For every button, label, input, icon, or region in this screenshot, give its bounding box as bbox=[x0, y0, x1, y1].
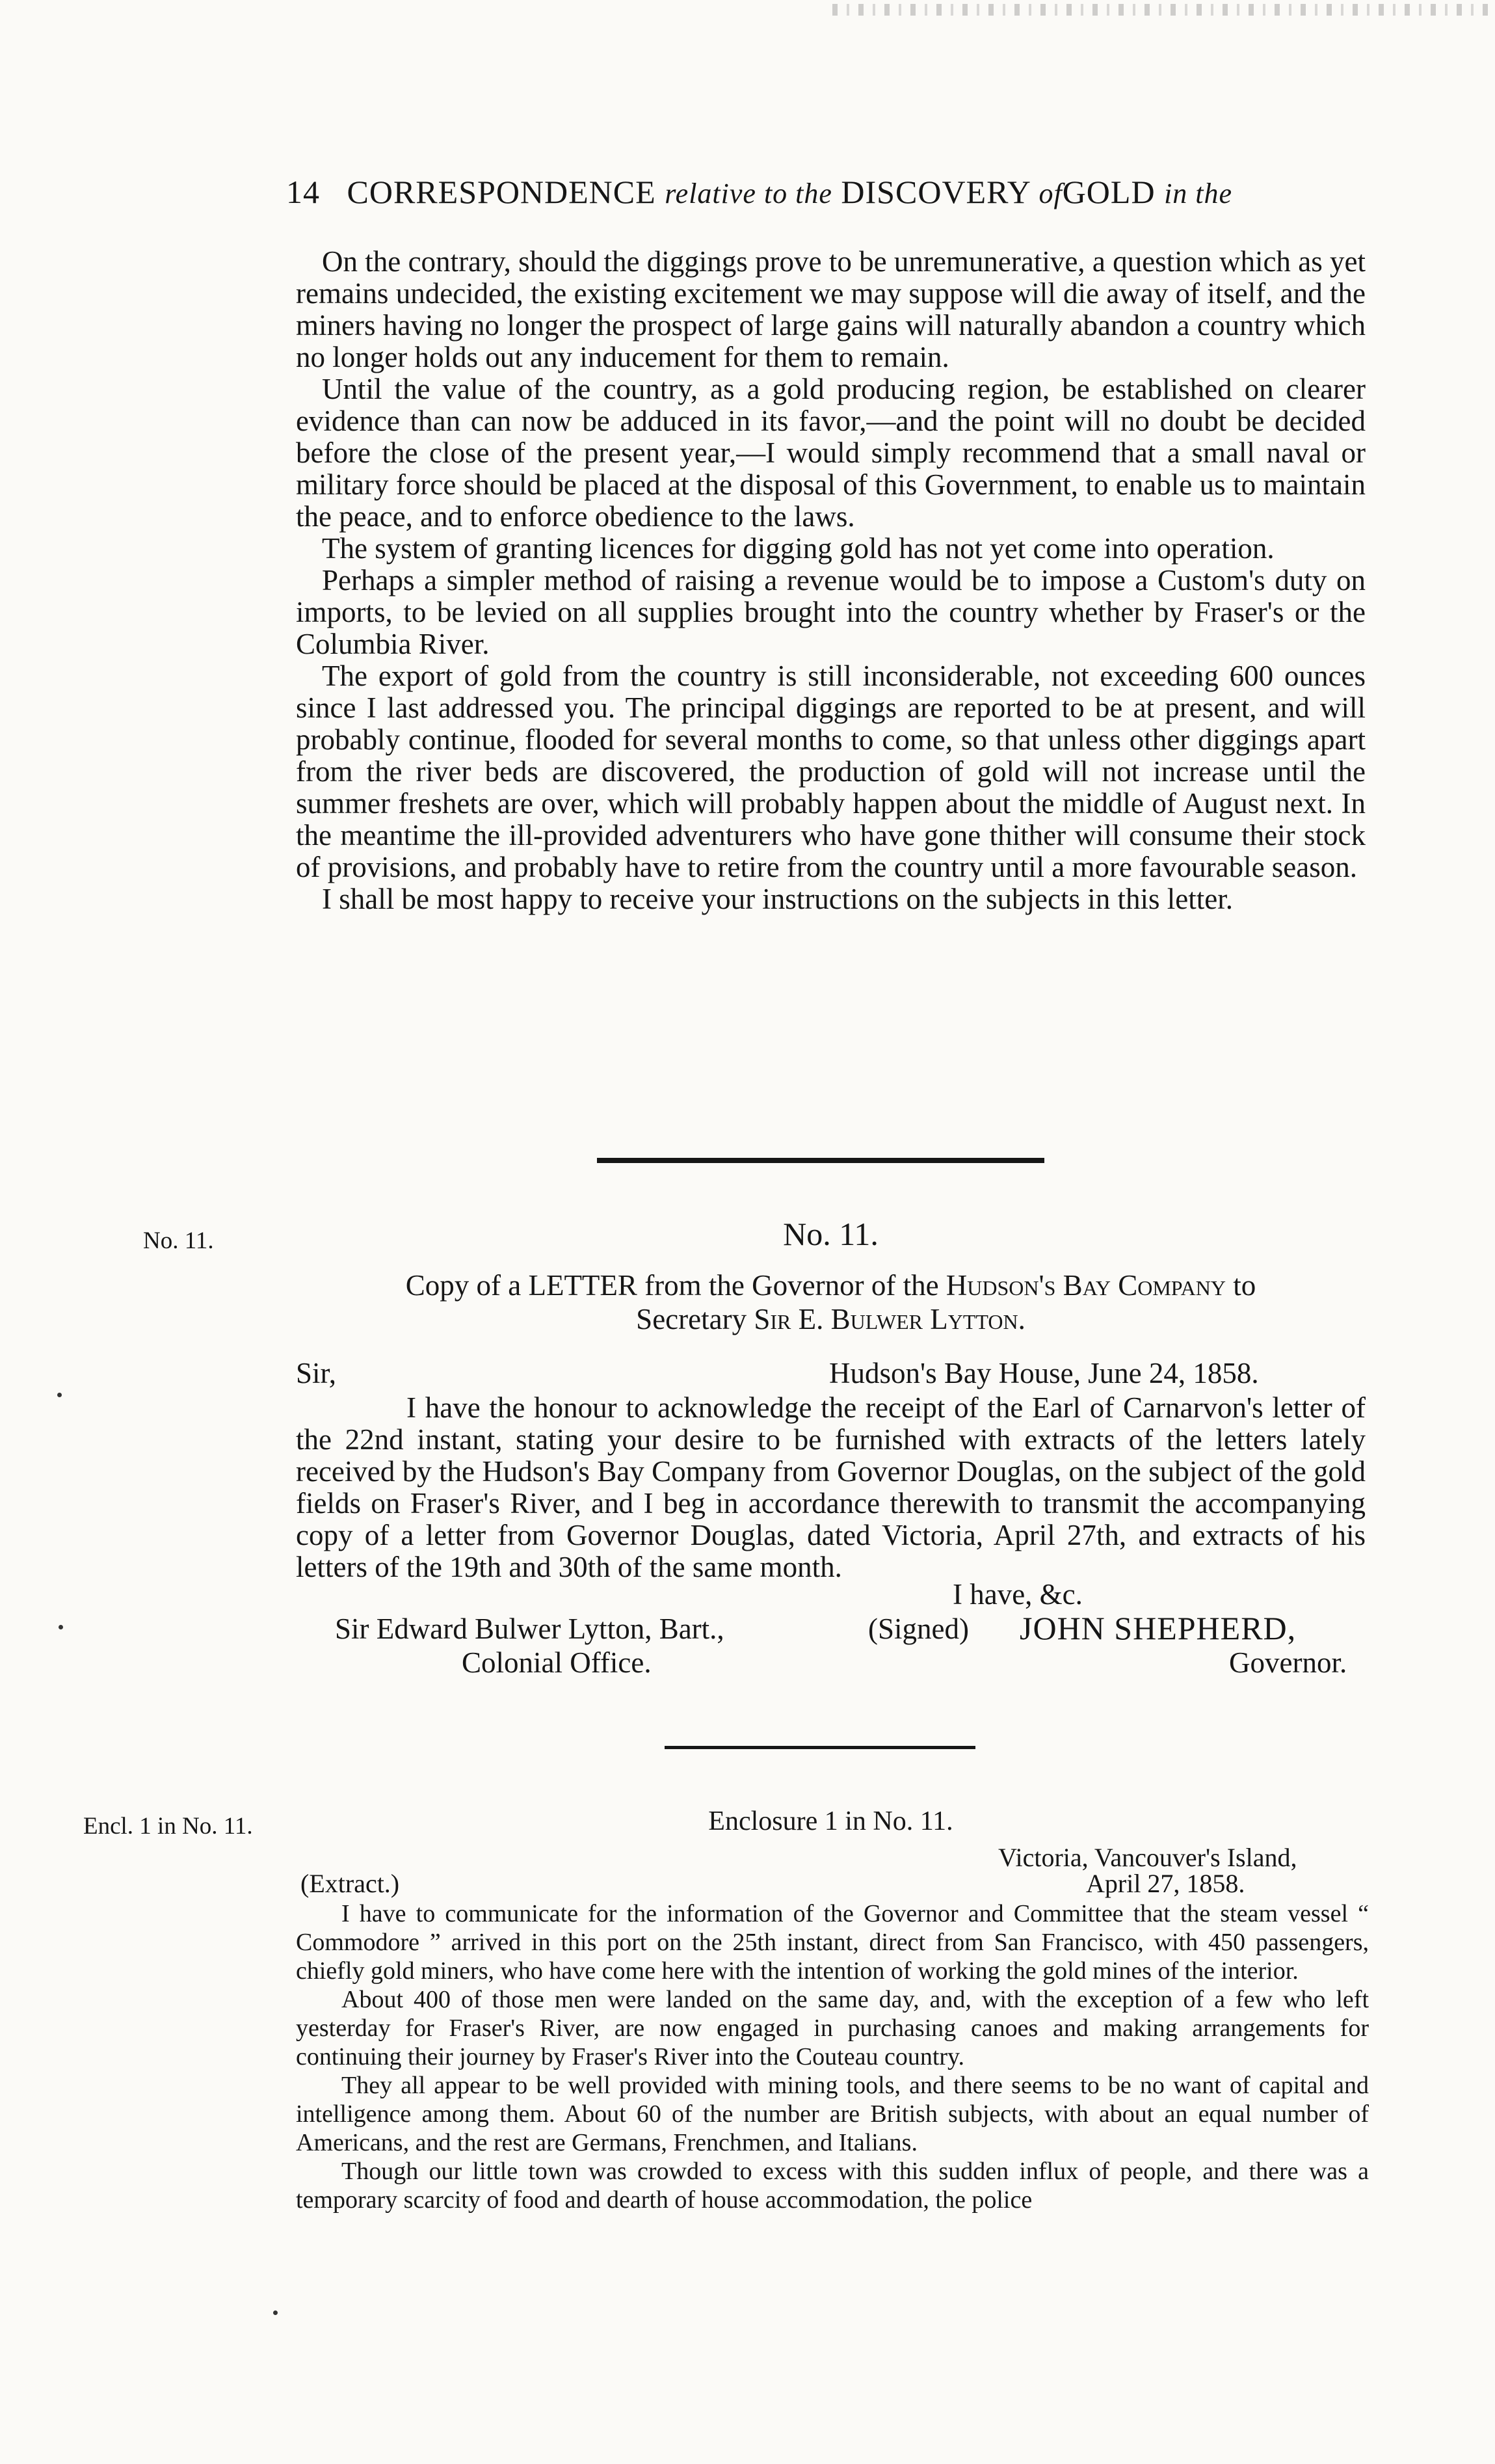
letter-title bbox=[296, 1268, 1366, 1336]
letter-body bbox=[296, 1392, 1366, 1583]
paragraph: I have the honour to acknowledge the receipt of the Earl of Carnarvon's letter of the 22nd instant, stating your desire to be furnished with extracts of the letters lately received by the Hudson's Bay Company from Governor Douglas, on the subject of the gold fields on Fraser's River, and I beg in accordance therewith to transmit the accompanying copy of a letter from Governor Douglas, dated Victoria, April 27th, and extracts of his letters of the 19th and 30th of the same month. bbox=[296, 1391, 1366, 1583]
margin-note-enclosure: Encl. 1 in No. 11. bbox=[83, 1813, 253, 1840]
scan-artifact bbox=[832, 4, 1489, 16]
scan-speck bbox=[57, 1393, 62, 1397]
paragraph: Perhaps a simpler method of raising a revenue would be to impose a Custom's duty on imports, to be levied on all supplies brought into the country whether by Fraser's or the Columbia River. bbox=[296, 564, 1366, 660]
paragraph: I have to communicate for the information of the Governor and Committee that the steam vessel “ Commodore ” arrived in this port on the 25th instant, direct from San Francisco, with 450 passengers, chiefly gold miners, who have come here with the intention of working the gold mines of the interior. bbox=[296, 1900, 1369, 1985]
closing: I have, &c. bbox=[953, 1578, 1083, 1611]
margin-note-no11: No. 11. bbox=[143, 1227, 214, 1254]
running-head-part: in the bbox=[1164, 178, 1233, 209]
scan-speck bbox=[59, 1625, 63, 1629]
signatory-title: Governor. bbox=[1229, 1646, 1347, 1679]
enclosure-heading: Enclosure 1 in No. 11. bbox=[708, 1806, 953, 1836]
running-head-part: GOLD bbox=[1062, 174, 1156, 210]
dateline: Hudson's Bay House, June 24, 1858. bbox=[829, 1357, 1259, 1389]
section-divider bbox=[597, 1158, 1044, 1163]
letter-title-line1: Copy of a LETTER from the Governor of the Hudson's Bay Company to bbox=[405, 1269, 1256, 1302]
letter-number-heading: No. 11. bbox=[783, 1216, 879, 1252]
salutation: Sir, bbox=[296, 1357, 336, 1389]
running-head-part: DISCOVERY bbox=[841, 174, 1030, 210]
paragraph: On the contrary, should the diggings prove to be unremunerative, a question which as yet remains undecided, the existing excitement we may suppose will die away of itself, and the miners having no longer the prospect of large gains will naturally abandon a country which no longer holds out any inducement for them to remain. bbox=[296, 245, 1366, 373]
paragraph: The export of gold from the country is still inconsiderable, not exceeding 600 ounces since I last addressed you. The principal diggings are reported to be at present, and will probably continue, flooded for several months to come, so that unless other diggings apart from the river beds are discovered, the production of gold will not increase until the summer freshets are over, which will probably happen about the middle of August next. In the meantime the ill-provided adventurers who have gone thither will consume their stock of provisions, and probably have to retire from the country until a more favourable season. bbox=[296, 660, 1366, 883]
extract-label: (Extract.) bbox=[300, 1869, 400, 1898]
enclosure-body bbox=[296, 1899, 1369, 2214]
addressee-office: Colonial Office. bbox=[462, 1646, 652, 1679]
running-head-part: of bbox=[1039, 178, 1063, 209]
running-head bbox=[286, 173, 1392, 211]
running-head-part: CORRESPONDENCE bbox=[347, 174, 656, 210]
paragraph: They all appear to be well provided with mining tools, and there seems to be no want of capital and intelligence among them. About 60 of the number are British subjects, with about an equal number of Americans, and the rest are Germans, Frenchmen, and Italians. bbox=[296, 2072, 1369, 2156]
enclosure-place: Victoria, Vancouver's Island, bbox=[998, 1843, 1297, 1872]
addressee: Sir Edward Bulwer Lytton, Bart., bbox=[335, 1613, 724, 1645]
letter-title-line2: Secretary Sir E. Bulwer Lytton. bbox=[636, 1303, 1025, 1335]
paragraph: The system of granting licences for digging gold has not yet come into operation. bbox=[322, 532, 1275, 565]
enclosure-date: April 27, 1858. bbox=[1086, 1869, 1245, 1898]
paragraph: About 400 of those men were landed on the same day, and, with the exception of a few who left yesterday for Fraser's River, are now engaged in purchasing canoes and making arrangements for continuing their journey by Fraser's River into the Couteau country. bbox=[296, 1986, 1369, 2070]
running-head-part: relative to the bbox=[665, 178, 832, 209]
paragraph: Until the value of the country, as a gold producing region, be established on clearer evidence than can now be adduced in its favor,—and the point will no doubt be decided before the close of the present year,—I would simply recommend that a small naval or military force should be placed at the disposal of this Government, to enable us to maintain the peace, and to enforce obedience to the laws. bbox=[296, 373, 1366, 533]
section-divider bbox=[665, 1746, 975, 1749]
signatory-name: JOHN SHEPHERD, bbox=[1020, 1610, 1297, 1646]
page-number: 14 bbox=[286, 174, 320, 210]
paragraph: I shall be most happy to receive your instructions on the subjects in this letter. bbox=[322, 883, 1233, 915]
letter-continuation bbox=[296, 246, 1366, 915]
scan-speck bbox=[273, 2310, 278, 2315]
signed-label: (Signed) bbox=[868, 1613, 969, 1645]
paragraph: Though our little town was crowded to excess with this sudden influx of people, and there was a temporary scarcity of food and dearth of house accommodation, the police bbox=[296, 2158, 1369, 2214]
